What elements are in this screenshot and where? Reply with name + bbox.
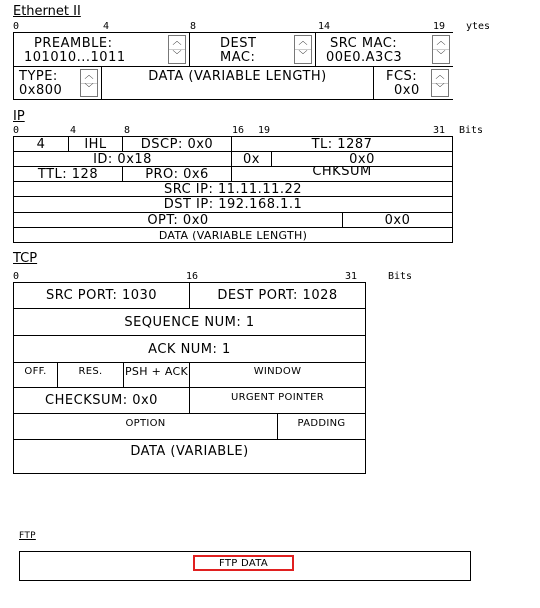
ip-ihl: IHL bbox=[69, 137, 123, 152]
ip-src-address: SRC IP: 11.11.11.22 bbox=[14, 182, 452, 197]
dest-mac-label-2: MAC: bbox=[220, 50, 256, 65]
preamble-spinner[interactable] bbox=[168, 35, 186, 64]
ethernet-bit-4: 4 bbox=[103, 21, 110, 32]
tcp-bit-31: 31 bbox=[345, 271, 358, 282]
tcp-sequence-number: SEQUENCE NUM: 1 bbox=[14, 309, 365, 336]
ftp-title: FTP bbox=[19, 531, 36, 541]
ethernet-bit-0: 0 bbox=[13, 21, 20, 32]
type-label: TYPE: bbox=[19, 69, 58, 84]
type-spinner[interactable] bbox=[80, 69, 98, 97]
ip-protocol: PRO: 0x6 bbox=[123, 167, 232, 182]
ip-header bbox=[13, 136, 453, 243]
src-mac-spinner[interactable] bbox=[432, 35, 450, 64]
preamble-field bbox=[14, 33, 190, 67]
ip-title: IP bbox=[13, 109, 25, 124]
src-mac-value: 00E0.A3C3 bbox=[326, 50, 403, 65]
tcp-padding: PADDING bbox=[278, 414, 365, 440]
ip-options: OPT: 0x0 bbox=[14, 213, 343, 228]
ip-fragment-offset: 0x0 bbox=[272, 152, 452, 167]
ip-padding: 0x0 bbox=[343, 213, 452, 228]
dest-mac-label: DEST bbox=[220, 36, 257, 51]
chevron-up-icon[interactable]: ︿ bbox=[436, 37, 446, 47]
tcp-header bbox=[13, 282, 366, 474]
type-field bbox=[14, 67, 102, 99]
preamble-label: PREAMBLE: bbox=[34, 36, 113, 51]
ip-bit-16: 16 bbox=[232, 125, 245, 136]
chevron-up-icon[interactable]: ︿ bbox=[172, 37, 182, 47]
ethernet-bit-19: 19 bbox=[433, 21, 446, 32]
ethernet-bit-unit: ytes bbox=[466, 21, 491, 32]
preamble-value: 101010...1011 bbox=[24, 50, 126, 65]
tcp-dst-port: DEST PORT: 1028 bbox=[190, 283, 365, 309]
ftp-data-highlight: FTP DATA bbox=[193, 555, 294, 571]
tcp-checksum: CHECKSUM: 0x0 bbox=[14, 388, 190, 414]
ftp-box bbox=[19, 551, 471, 581]
fcs-spinner[interactable] bbox=[431, 69, 449, 97]
chevron-up-icon[interactable]: ︿ bbox=[435, 70, 445, 81]
ip-identification: ID: 0x18 bbox=[14, 152, 232, 167]
chevron-up-icon[interactable]: ︿ bbox=[84, 70, 94, 81]
src-mac-label: SRC MAC: bbox=[330, 36, 398, 51]
tcp-bit-16: 16 bbox=[186, 271, 199, 282]
ethernet-frame bbox=[13, 32, 453, 100]
chevron-down-icon[interactable]: ﹀ bbox=[295, 49, 311, 63]
tcp-data-offset: OFF. bbox=[14, 363, 58, 388]
fcs-value: 0x0 bbox=[394, 83, 420, 98]
ip-bit-19: 19 bbox=[258, 125, 271, 136]
type-value: 0x800 bbox=[19, 83, 63, 98]
ethernet-data-field: DATA (VARIABLE LENGTH) bbox=[102, 67, 374, 99]
fcs-label: FCS: bbox=[386, 69, 418, 84]
ip-data: DATA (VARIABLE LENGTH) bbox=[14, 228, 452, 242]
ip-bit-31: 31 bbox=[433, 125, 446, 136]
tcp-title: TCP bbox=[13, 251, 38, 266]
chevron-down-icon[interactable]: ﹀ bbox=[432, 83, 448, 97]
ip-total-length: TL: 1287 bbox=[232, 137, 452, 152]
chevron-down-icon[interactable]: ﹀ bbox=[81, 83, 97, 97]
fcs-field bbox=[374, 67, 453, 99]
dest-mac-spinner[interactable] bbox=[294, 35, 312, 64]
ip-ttl: TTL: 128 bbox=[14, 167, 123, 182]
chevron-down-icon[interactable]: ﹀ bbox=[169, 49, 185, 63]
tcp-bit-0: 0 bbox=[13, 271, 20, 282]
src-mac-field bbox=[316, 33, 453, 67]
tcp-src-port: SRC PORT: 1030 bbox=[14, 283, 190, 309]
ip-bit-8: 8 bbox=[124, 125, 131, 136]
ip-dscp: DSCP: 0x0 bbox=[123, 137, 232, 152]
ip-checksum: CHKSUM bbox=[232, 167, 452, 182]
ip-dst-address: DST IP: 192.168.1.1 bbox=[14, 197, 452, 213]
ip-bit-0: 0 bbox=[13, 125, 20, 136]
ethernet-bit-14: 14 bbox=[318, 21, 331, 32]
ip-flags: 0x bbox=[232, 152, 272, 167]
ethernet-title: Ethernet II bbox=[13, 4, 81, 19]
ip-version: 4 bbox=[14, 137, 69, 152]
ip-bit-unit: Bits bbox=[459, 125, 484, 136]
tcp-option: OPTION bbox=[14, 414, 278, 440]
tcp-urgent-pointer: URGENT POINTER bbox=[190, 388, 365, 414]
dest-mac-field bbox=[190, 33, 316, 67]
chevron-down-icon[interactable]: ﹀ bbox=[433, 49, 449, 63]
tcp-flags: PSH + ACK bbox=[124, 363, 190, 388]
tcp-reserved: RES. bbox=[58, 363, 124, 388]
tcp-window: WINDOW bbox=[190, 363, 365, 388]
ethernet-bit-8: 8 bbox=[190, 21, 197, 32]
chevron-up-icon[interactable]: ︿ bbox=[298, 37, 308, 47]
tcp-data: DATA (VARIABLE) bbox=[14, 440, 365, 473]
ip-bit-4: 4 bbox=[70, 125, 77, 136]
tcp-ack-number: ACK NUM: 1 bbox=[14, 336, 365, 363]
tcp-bit-unit: Bits bbox=[388, 271, 413, 282]
